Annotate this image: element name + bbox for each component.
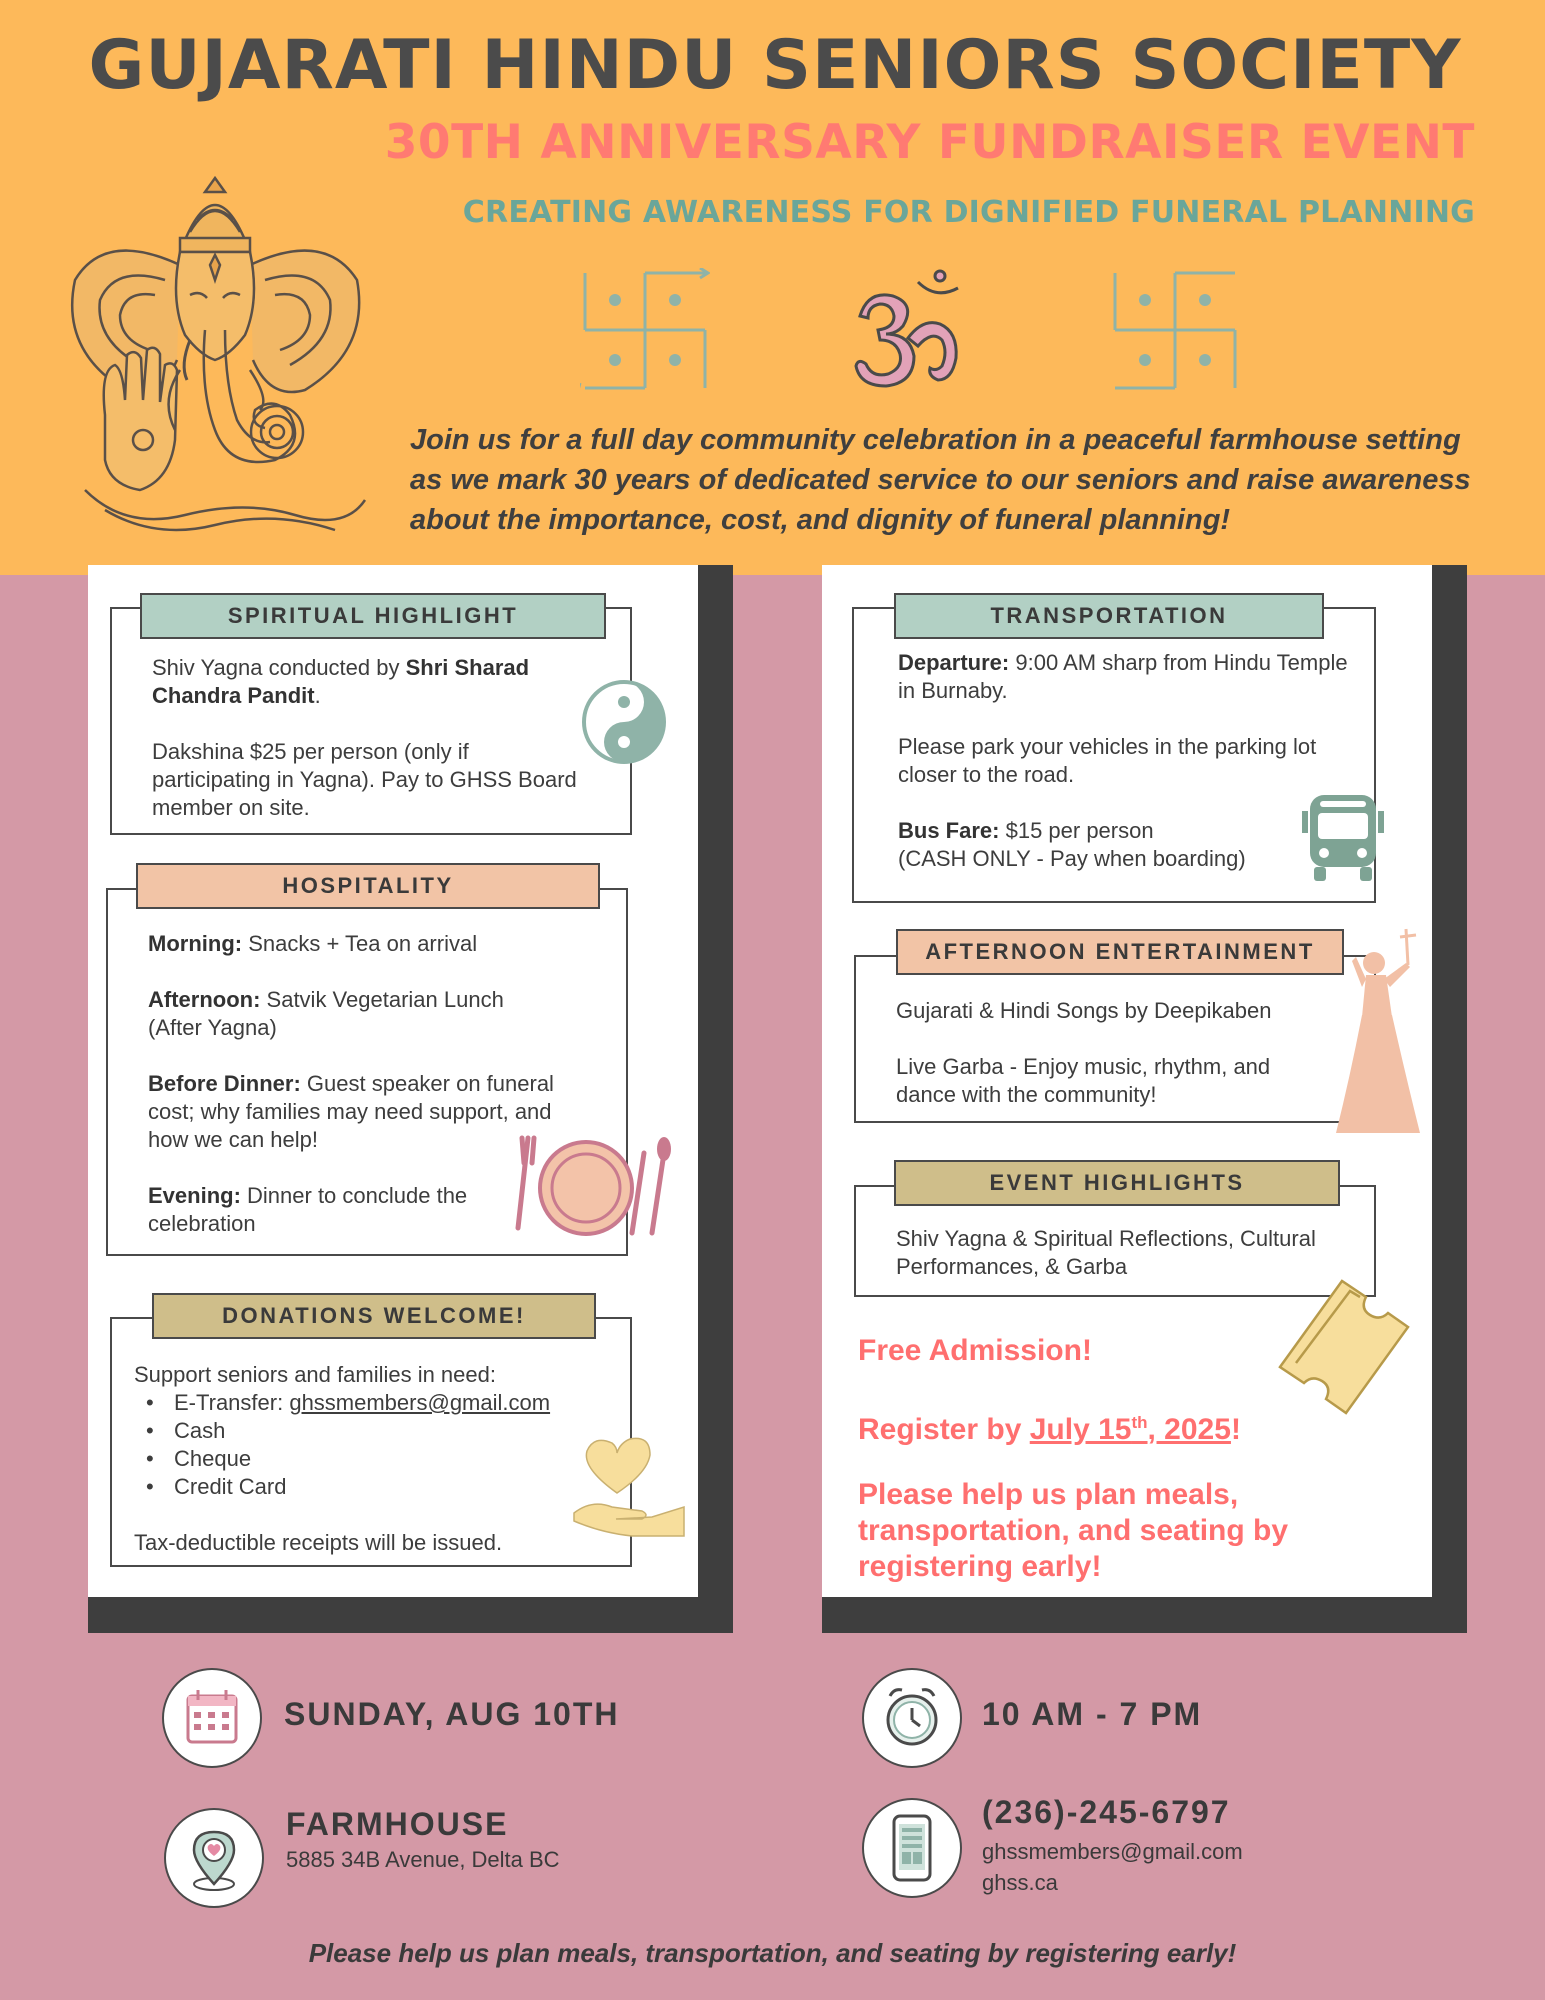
- intro-text: Join us for a full day community celebration in a peaceful farmhouse setting as we mark 30 years of dedicated service to our seniors and raise awareness about the importance, cost, and dignity of funeral planning!: [410, 424, 1471, 536]
- heart-hand-icon: [572, 1433, 687, 1538]
- donation-method: • Cash: [134, 1417, 614, 1445]
- yin-yang-icon: [581, 679, 667, 765]
- donations-intro: Support seniors and families in need:: [134, 1362, 496, 1387]
- ganesha-icon: [65, 170, 375, 540]
- hospitality-before-dinner: Before Dinner: Guest speaker on funeral cost; why families may need support, and how we can help!: [148, 1071, 554, 1152]
- spiritual-title: SPIRITUAL HIGHLIGHT: [140, 593, 606, 639]
- entertainment-box: [854, 955, 1376, 1123]
- spiritual-line1: Shiv Yagna conducted by Shri Sharad Chandra Pandit.: [152, 655, 530, 708]
- event-date: SUNDAY, AUG 10TH: [284, 1696, 620, 1732]
- contact-email[interactable]: ghssmembers@gmail.com: [982, 1839, 1243, 1864]
- clock-icon: [862, 1668, 962, 1768]
- parking-text: Please park your vehicles in the parking lot closer to the road.: [898, 734, 1317, 787]
- highlights-title: EVENT HIGHLIGHTS: [894, 1160, 1340, 1206]
- venue-address: 5885 34B Avenue, Delta BC: [286, 1847, 560, 1872]
- hospitality-morning: Morning: Snacks + Tea on arrival: [148, 931, 478, 956]
- dancer-icon: [1336, 927, 1422, 1137]
- bus-fare-text: Bus Fare: $15 per person: [898, 818, 1154, 843]
- phone-icon: [862, 1798, 962, 1898]
- donation-method: • Cheque: [134, 1445, 614, 1473]
- dakshina-text: Dakshina $25 per person (only if participating in Yagna). Pay to GHSS Board member on site.: [152, 739, 577, 820]
- highlights-text: Shiv Yagna & Spiritual Reflections, Cultural Performances, & Garba: [896, 1226, 1316, 1279]
- donations-title: DONATIONS WELCOME!: [152, 1293, 596, 1339]
- free-admission: Free Admission!: [858, 1334, 1092, 1367]
- event-time: 10 AM - 7 PM: [982, 1696, 1203, 1732]
- location-icon: [164, 1808, 264, 1908]
- register-by: Register by July 15th, 2025!: [858, 1413, 1241, 1446]
- left-panel: [88, 565, 698, 1597]
- bus-fare-note: (CASH ONLY - Pay when boarding): [898, 846, 1246, 871]
- footer-note: Please help us plan meals, transportation, and seating by registering early!: [308, 1938, 1237, 1968]
- page-title: GUJARATI HINDU SENIORS SOCIETY: [88, 26, 1462, 105]
- register-plea: Please help us plan meals, transportation, and seating by registering early!: [858, 1478, 1289, 1583]
- plate-icon: [514, 1133, 679, 1243]
- donations-note: Tax-deductible receipts will be issued.: [134, 1530, 503, 1555]
- header-section: [0, 0, 1545, 575]
- entertainment-songs: Gujarati & Hindi Songs by Deepikaben: [896, 998, 1272, 1023]
- donation-email-link[interactable]: ghssmembers@gmail.com: [289, 1390, 551, 1415]
- swastika-icon-right: [1110, 268, 1240, 393]
- entertainment-garba: Live Garba - Enjoy music, rhythm, and dance with the community!: [896, 1054, 1271, 1107]
- event-subtitle: 30TH ANNIVERSARY FUNDRAISER EVENT: [384, 115, 1475, 170]
- donation-method: • Credit Card: [134, 1473, 614, 1501]
- om-icon: [848, 268, 968, 393]
- transportation-title: TRANSPORTATION: [894, 593, 1324, 639]
- hospitality-title: HOSPITALITY: [136, 863, 600, 909]
- entertainment-title: AFTERNOON ENTERTAINMENT: [896, 929, 1344, 975]
- hospitality-evening: Evening: Dinner to conclude the celebration: [148, 1183, 468, 1236]
- bus-icon: [1294, 791, 1392, 883]
- swastika-icon-left: [580, 268, 710, 393]
- event-tagline: CREATING AWARENESS FOR DIGNIFIED FUNERAL PLANNING: [462, 195, 1475, 230]
- hospitality-afternoon: Afternoon: Satvik Vegetarian Lunch (After Yagna): [148, 987, 504, 1040]
- donations-box: [110, 1317, 632, 1567]
- donation-method-etransfer: • E-Transfer: ghssmembers@gmail.com: [134, 1389, 614, 1417]
- venue-name: FARMHOUSE: [286, 1806, 509, 1842]
- calendar-icon: [162, 1668, 262, 1768]
- right-panel: [822, 565, 1432, 1597]
- contact-phone[interactable]: (236)-245-6797: [982, 1794, 1231, 1830]
- contact-website[interactable]: ghss.ca: [982, 1870, 1058, 1895]
- departure-text: Departure: 9:00 AM sharp from Hindu Temple in Burnaby.: [898, 650, 1348, 703]
- spiritual-box: [110, 607, 632, 835]
